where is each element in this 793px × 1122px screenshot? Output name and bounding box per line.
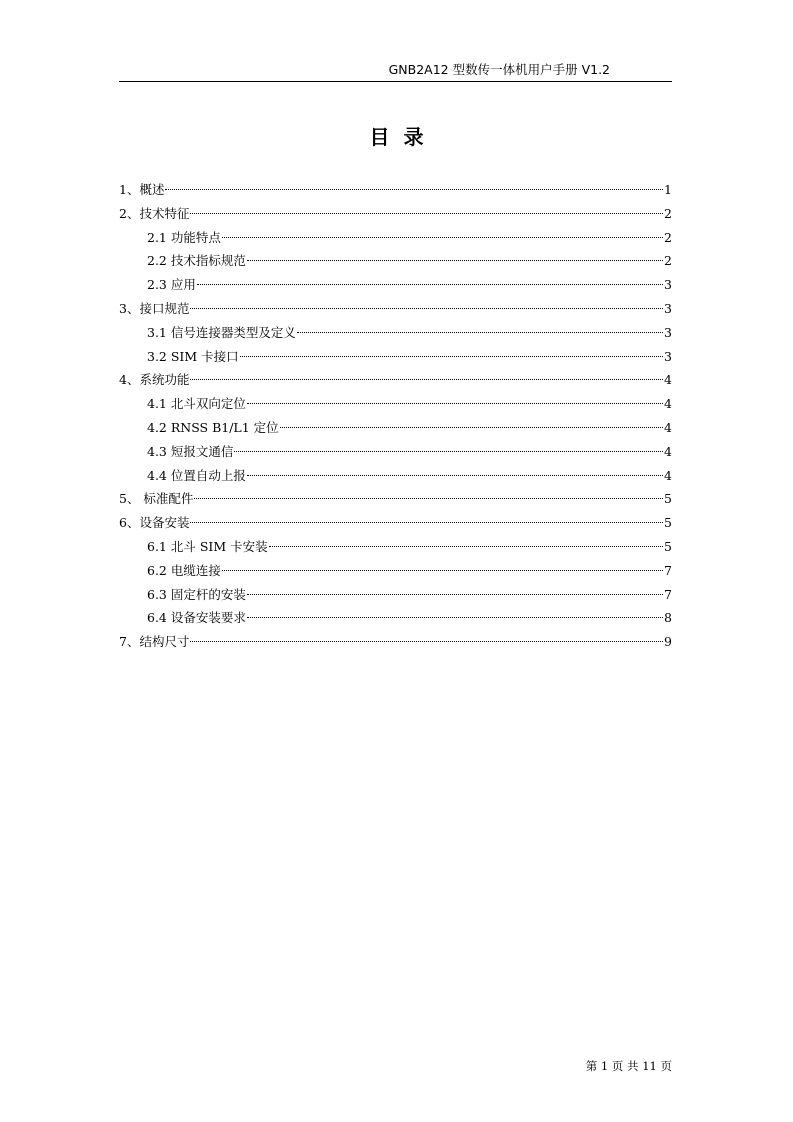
page-header bbox=[119, 62, 672, 82]
table-of-contents bbox=[119, 180, 672, 656]
toc-entry-page-number: 4 bbox=[664, 443, 672, 459]
toc-entry-page-number: 3 bbox=[664, 348, 672, 364]
toc-entry-page-number: 3 bbox=[664, 300, 672, 316]
toc-entry-page-number: 5 bbox=[664, 515, 672, 531]
toc-dot-leader bbox=[280, 427, 663, 428]
toc-entry-label: 6.3 固定杆的安装 bbox=[147, 586, 246, 602]
toc-entry[interactable] bbox=[119, 513, 672, 537]
toc-entry-label: 4.3 短报文通信 bbox=[147, 443, 234, 459]
toc-entry-label: 4、系统功能 bbox=[119, 372, 190, 388]
toc-entry[interactable] bbox=[119, 561, 672, 585]
toc-entry-label: 6、设备安装 bbox=[119, 515, 190, 531]
toc-entry[interactable] bbox=[119, 251, 672, 275]
toc-entry[interactable] bbox=[119, 394, 672, 418]
header-title: GNB2A12 型数传一体机用户手册 V1.2 bbox=[388, 62, 610, 77]
toc-dot-leader bbox=[247, 617, 663, 618]
toc-entry-page-number: 2 bbox=[664, 253, 672, 269]
toc-entry-label: 3、接口规范 bbox=[119, 300, 190, 316]
toc-entry-label: 2.3 应用 bbox=[147, 277, 196, 293]
toc-entry-label: 4.4 位置自动上报 bbox=[147, 467, 246, 483]
toc-entry-label: 1、概述 bbox=[119, 182, 165, 197]
toc-dot-leader bbox=[165, 189, 663, 190]
toc-entry-page-number: 2 bbox=[664, 205, 672, 221]
toc-dot-leader bbox=[297, 332, 663, 333]
page-footer: 第 1 页 共 11 页 bbox=[585, 1059, 672, 1073]
toc-entry[interactable] bbox=[119, 275, 672, 299]
toc-entry-page-number: 7 bbox=[664, 562, 672, 578]
toc-dot-leader bbox=[269, 546, 663, 547]
toc-entry-page-number: 1 bbox=[664, 182, 672, 197]
toc-entry-page-number: 3 bbox=[664, 324, 672, 340]
toc-entry[interactable] bbox=[119, 489, 672, 513]
toc-entry-page-number: 4 bbox=[664, 372, 672, 388]
toc-entry-page-number: 4 bbox=[664, 396, 672, 412]
toc-entry[interactable] bbox=[119, 323, 672, 347]
toc-entry-page-number: 2 bbox=[664, 229, 672, 245]
toc-entry-page-number: 7 bbox=[664, 586, 672, 602]
toc-entry-page-number: 3 bbox=[664, 277, 672, 293]
toc-dot-leader bbox=[247, 594, 663, 595]
toc-entry-label: 6.1 北斗 SIM 卡安装 bbox=[147, 538, 268, 554]
toc-entry[interactable] bbox=[119, 299, 672, 323]
toc-entry[interactable] bbox=[119, 347, 672, 371]
toc-entry-page-number: 8 bbox=[664, 610, 672, 626]
toc-entry[interactable] bbox=[119, 585, 672, 609]
toc-entry[interactable] bbox=[119, 228, 672, 252]
toc-entry-label: 3.2 SIM 卡接口 bbox=[147, 348, 239, 364]
toc-entry-label: 4.1 北斗双向定位 bbox=[147, 396, 246, 412]
toc-entry[interactable] bbox=[119, 442, 672, 466]
toc-dot-leader bbox=[190, 213, 663, 214]
toc-entry[interactable] bbox=[119, 204, 672, 228]
toc-entry[interactable] bbox=[119, 418, 672, 442]
toc-dot-leader bbox=[247, 403, 663, 404]
toc-dot-leader bbox=[222, 570, 663, 571]
toc-entry-label: 2.2 技术指标规范 bbox=[147, 253, 246, 269]
toc-entry[interactable] bbox=[119, 608, 672, 632]
toc-dot-leader bbox=[190, 379, 663, 380]
toc-entry[interactable] bbox=[119, 632, 672, 656]
toc-entry-label: 6.4 设备安装要求 bbox=[147, 610, 246, 626]
toc-entry[interactable] bbox=[119, 370, 672, 394]
toc-entry-page-number: 5 bbox=[664, 491, 672, 507]
toc-entry[interactable] bbox=[119, 466, 672, 490]
toc-dot-leader bbox=[247, 260, 663, 261]
toc-entry-page-number: 4 bbox=[664, 419, 672, 435]
toc-entry[interactable] bbox=[119, 180, 672, 204]
toc-dot-leader bbox=[190, 641, 663, 642]
toc-dot-leader bbox=[234, 451, 663, 452]
toc-dot-leader bbox=[197, 284, 663, 285]
toc-dot-leader bbox=[190, 308, 663, 309]
toc-dot-leader bbox=[190, 522, 663, 523]
toc-entry[interactable] bbox=[119, 537, 672, 561]
toc-entry-label: 5、 标准配件 bbox=[119, 491, 194, 507]
toc-entry-label: 2.1 功能特点 bbox=[147, 229, 221, 245]
toc-entry-label: 2、技术特征 bbox=[119, 205, 190, 221]
toc-entry-page-number: 4 bbox=[664, 467, 672, 483]
toc-entry-page-number: 9 bbox=[664, 634, 672, 650]
toc-dot-leader bbox=[194, 498, 663, 499]
toc-entry-label: 3.1 信号连接器类型及定义 bbox=[147, 324, 296, 340]
toc-dot-leader bbox=[240, 356, 663, 357]
toc-dot-leader bbox=[247, 475, 663, 476]
toc-entry-label: 4.2 RNSS B1/L1 定位 bbox=[147, 419, 279, 435]
toc-entry-page-number: 5 bbox=[664, 538, 672, 554]
toc-entry-label: 6.2 电缆连接 bbox=[147, 562, 221, 578]
toc-title: 目录 bbox=[369, 125, 438, 149]
toc-entry-label: 7、结构尺寸 bbox=[119, 634, 190, 650]
toc-dot-leader bbox=[222, 237, 663, 238]
